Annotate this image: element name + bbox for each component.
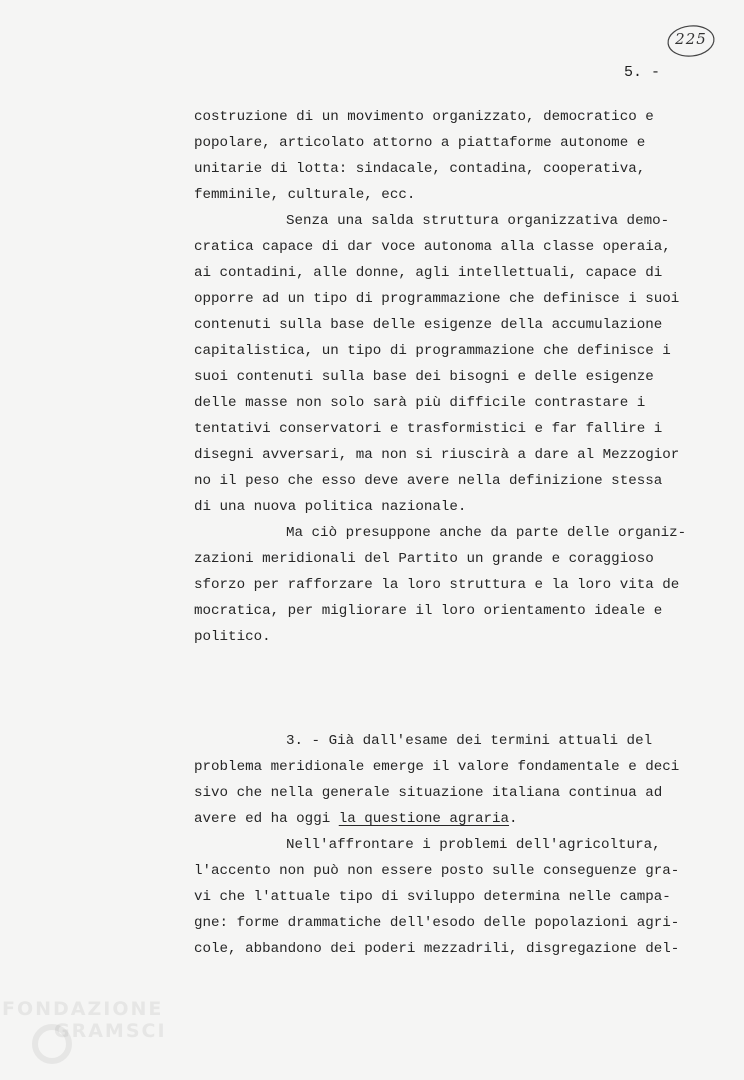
folio-number: 225 [675,30,707,48]
text-line: cole, abbandono dei poderi mezzadrili, disgregazione del- [194,941,680,957]
text-line: di una nuova politica nazionale. [194,499,467,515]
text-line: suoi contenuti sulla base dei bisogni e delle esigenze [194,369,654,385]
text-line: tentativi conservatori e trasformistici e far fallire i [194,421,663,437]
underlined-phrase: la questione agraria [338,811,510,827]
text-line: Ma ciò presuppone anche da parte delle organiz- [286,525,687,541]
watermark-line: GRAMSCI [54,1020,167,1042]
text-line: femminile, culturale, ecc. [194,187,416,203]
text-line: disegni avversari, ma non si riuscirà a dare al Mezzogior [194,447,680,463]
archive-watermark [2,998,167,1042]
archive-folio-stamp [665,22,717,60]
text-line: problema meridionale emerge il valore fondamentale e deci [194,759,680,775]
text-line: Senza una salda struttura organizzativa demo- [286,213,670,229]
text-line: cratica capace di dar voce autonoma alla classe operaia, [194,239,671,255]
text-line: sivo che nella generale situazione italiana continua ad [194,785,663,801]
text-line: opporre ad un tipo di programmazione che definisce i suoi [194,291,680,307]
text-line: gne: forme drammatiche dell'esodo delle popolazioni agri- [194,915,680,931]
text-line: Nell'affrontare i problemi dell'agricoltura, [286,837,661,853]
text-line: mocratica, per migliorare il loro orientamento ideale e [194,603,663,619]
paragraph-2 [194,208,714,520]
text-line: l'accento non può non essere posto sulle conseguenze gra- [194,863,680,879]
text-line: 3. - Già dall'esame dei termini attuali del [286,733,653,749]
text-line: politico. [194,629,271,645]
text-line: unitarie di lotta: sindacale, contadina, cooperativa, [194,161,646,177]
watermark-line: FONDAZIONE [2,998,164,1020]
paragraph-5 [194,832,714,962]
text-line: contenuti sulla base delle esigenze della accumulazione [194,317,663,333]
text-line: ai contadini, alle donne, agli intellettuali, capace di [194,265,663,281]
text-fragment: avere ed ha oggi [194,811,339,827]
typewritten-body [194,104,714,962]
text-line: delle masse non solo sarà più difficile contrastare i [194,395,646,411]
text-fragment: . [509,811,518,827]
text-line: popolare, articolato attorno a piattaforme autonome e [194,135,646,151]
text-line: zazioni meridionali del Partito un grande e coraggioso [194,551,654,567]
paragraph-3 [194,520,714,650]
page-number: 5. - [624,64,661,81]
section-spacer [194,650,714,728]
paragraph-1 [194,104,714,208]
text-line: sforzo per rafforzare la loro struttura e la loro vita de [194,577,680,593]
text-line: capitalistica, un tipo di programmazione che definisce i [194,343,671,359]
text-line [194,806,714,832]
text-line: vi che l'attuale tipo di sviluppo determina nelle campa- [194,889,671,905]
section-3-paragraph [194,728,714,832]
text-line: no il peso che esso deve avere nella definizione stessa [194,473,663,489]
text-line: costruzione di un movimento organizzato, democratico e [194,109,654,125]
